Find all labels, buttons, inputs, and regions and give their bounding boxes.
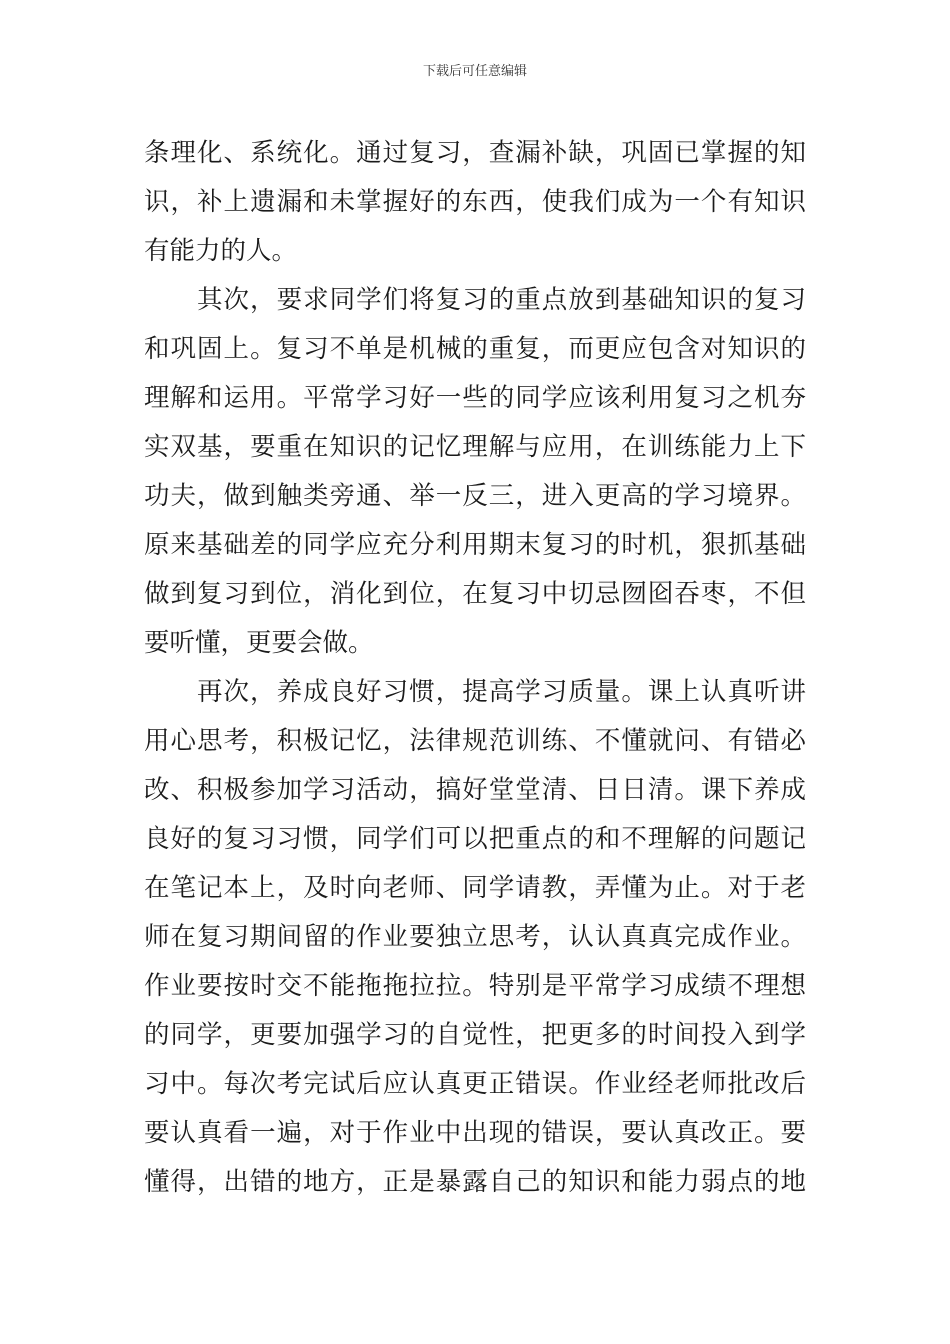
text-line: 理解和运用。平常学习好一些的同学应该利用复习之机夯 bbox=[144, 383, 806, 413]
text-line: 师在复习期间留的作业要独立思考，认认真真完成作业。 bbox=[144, 922, 806, 952]
text-line: 要认真看一遍，对于作业中出现的错误，要认真改正。要 bbox=[144, 1118, 806, 1148]
text-line: 做到复习到位，消化到位，在复习中切忌囫囵吞枣，不但 bbox=[144, 579, 806, 609]
text-line: 的同学，更要加强学习的自觉性，把更多的时间投入到学 bbox=[144, 1020, 806, 1050]
text-line: 改、积极参加学习活动，搞好堂堂清、日日清。课下养成 bbox=[144, 775, 806, 805]
text-line: 有能力的人。 bbox=[144, 236, 298, 266]
text-line: 实双基，要重在知识的记忆理解与应用，在训练能力上下 bbox=[144, 432, 806, 462]
text-line: 条理化、系统化。通过复习，查漏补缺，巩固已掌握的知 bbox=[144, 138, 806, 168]
text-line: 其次，要求同学们将复习的重点放到基础知识的复习 bbox=[197, 285, 806, 315]
page-header: 下载后可任意编辑 bbox=[422, 64, 527, 79]
text-line: 功夫，做到触类旁通、举一反三，进入更高的学习境界。 bbox=[144, 481, 806, 511]
text-line: 要听懂，更要会做。 bbox=[144, 628, 374, 658]
text-line: 用心思考，积极记忆，法律规范训练、不懂就问、有错必 bbox=[144, 726, 806, 756]
text-line: 再次，养成良好习惯，提高学习质量。课上认真听讲 bbox=[197, 677, 806, 707]
text-line: 识，补上遗漏和未掌握好的东西，使我们成为一个有知识 bbox=[144, 187, 806, 217]
text-line: 懂得，出错的地方，正是暴露自己的知识和能力弱点的地 bbox=[144, 1167, 806, 1197]
text-line: 和巩固上。复习不单是机械的重复，而更应包含对知识的 bbox=[144, 334, 806, 364]
text-line: 作业要按时交不能拖拖拉拉。特别是平常学习成绩不理想 bbox=[144, 971, 806, 1001]
text-line: 良好的复习习惯，同学们可以把重点的和不理解的问题记 bbox=[144, 824, 806, 854]
text-line: 习中。每次考完试后应认真更正错误。作业经老师批改后 bbox=[144, 1069, 806, 1099]
text-line: 在笔记本上，及时向老师、同学请教，弄懂为止。对于老 bbox=[144, 873, 806, 903]
text-line: 原来基础差的同学应充分利用期末复习的时机，狠抓基础 bbox=[144, 530, 806, 560]
body-text bbox=[144, 129, 806, 1207]
